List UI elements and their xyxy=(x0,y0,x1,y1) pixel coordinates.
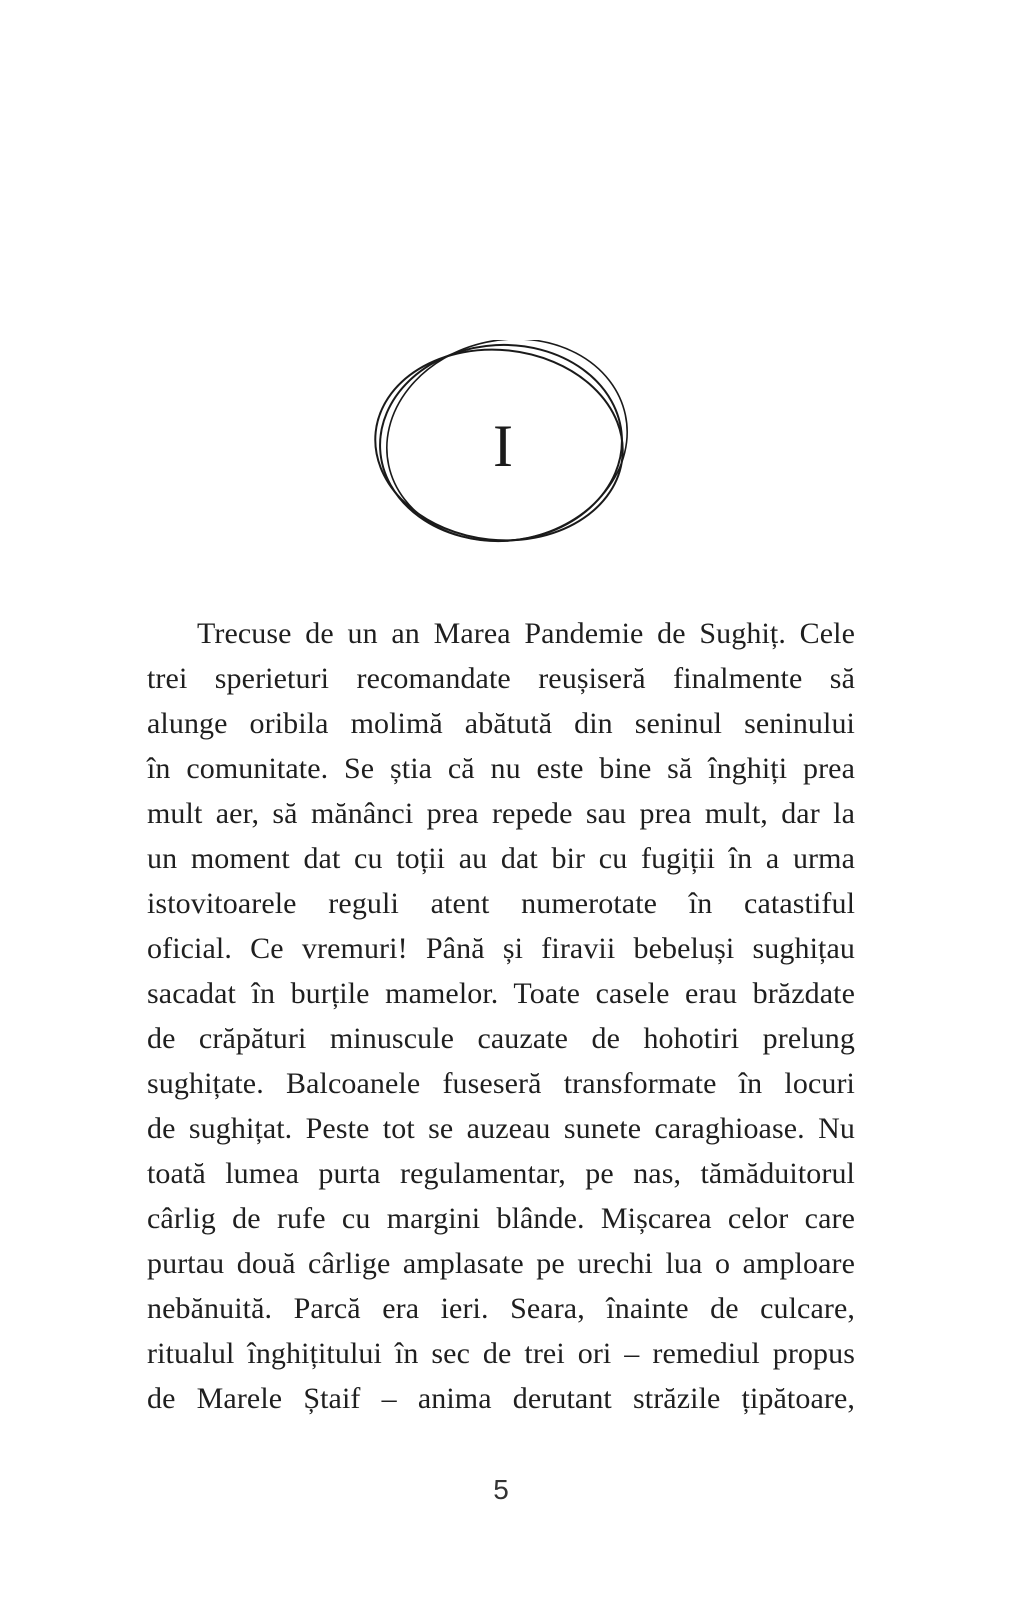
text-line: sacadat în burțile mamelor. Toate casele erau brăzdate xyxy=(147,977,855,1010)
page-number: 5 xyxy=(493,1474,509,1505)
text-line: ritualul înghițitului în sec de trei ori – remediul propus xyxy=(147,1337,855,1370)
text-line: purtau două cârlige amplasate pe urechi lua o amploare xyxy=(147,1247,855,1280)
text-line: alunge oribila molimă abătută din seninul seninului xyxy=(147,707,855,740)
text-line: de crăpături minuscule cauzate de hohotiri prelung xyxy=(147,1022,855,1055)
text-line: oficial. Ce vremuri! Până și firavii bebeluși sughițau xyxy=(147,932,855,965)
text-line: cârlig de rufe cu margini blânde. Mișcarea celor care xyxy=(147,1202,855,1235)
text-line: trei sperieturi recomandate reușiseră finalmente să xyxy=(147,662,855,695)
text-line: mult aer, să mănânci prea repede sau prea mult, dar la xyxy=(147,797,855,830)
text-line: istovitoarele reguli atent numerotate în catastiful xyxy=(147,887,855,920)
text-line: toată lumea purta regulamentar, pe nas, tămăduitorul xyxy=(147,1157,855,1190)
text-line: sughițate. Balcoanele fuseseră transformate în locuri xyxy=(147,1067,855,1100)
text-line: un moment dat cu toții au dat bir cu fugiții în a urma xyxy=(147,842,855,875)
text-line: de Marele Ștaif – anima derutant străzile țipătoare, xyxy=(147,1382,855,1415)
body-paragraph xyxy=(147,611,855,1421)
text-line: nebănuită. Parcă era ieri. Seara, înainte de culcare, xyxy=(147,1292,855,1325)
text-line: Trecuse de un an Marea Pandemie de Sughiț. Cele xyxy=(197,617,855,650)
chapter-ornament xyxy=(373,340,633,548)
text-line: de sughițat. Peste tot se auzeau sunete caraghioase. Nu xyxy=(147,1112,855,1145)
chapter-numeral: I xyxy=(493,413,513,479)
text-line: în comunitate. Se știa că nu este bine să înghiți prea xyxy=(147,752,855,785)
